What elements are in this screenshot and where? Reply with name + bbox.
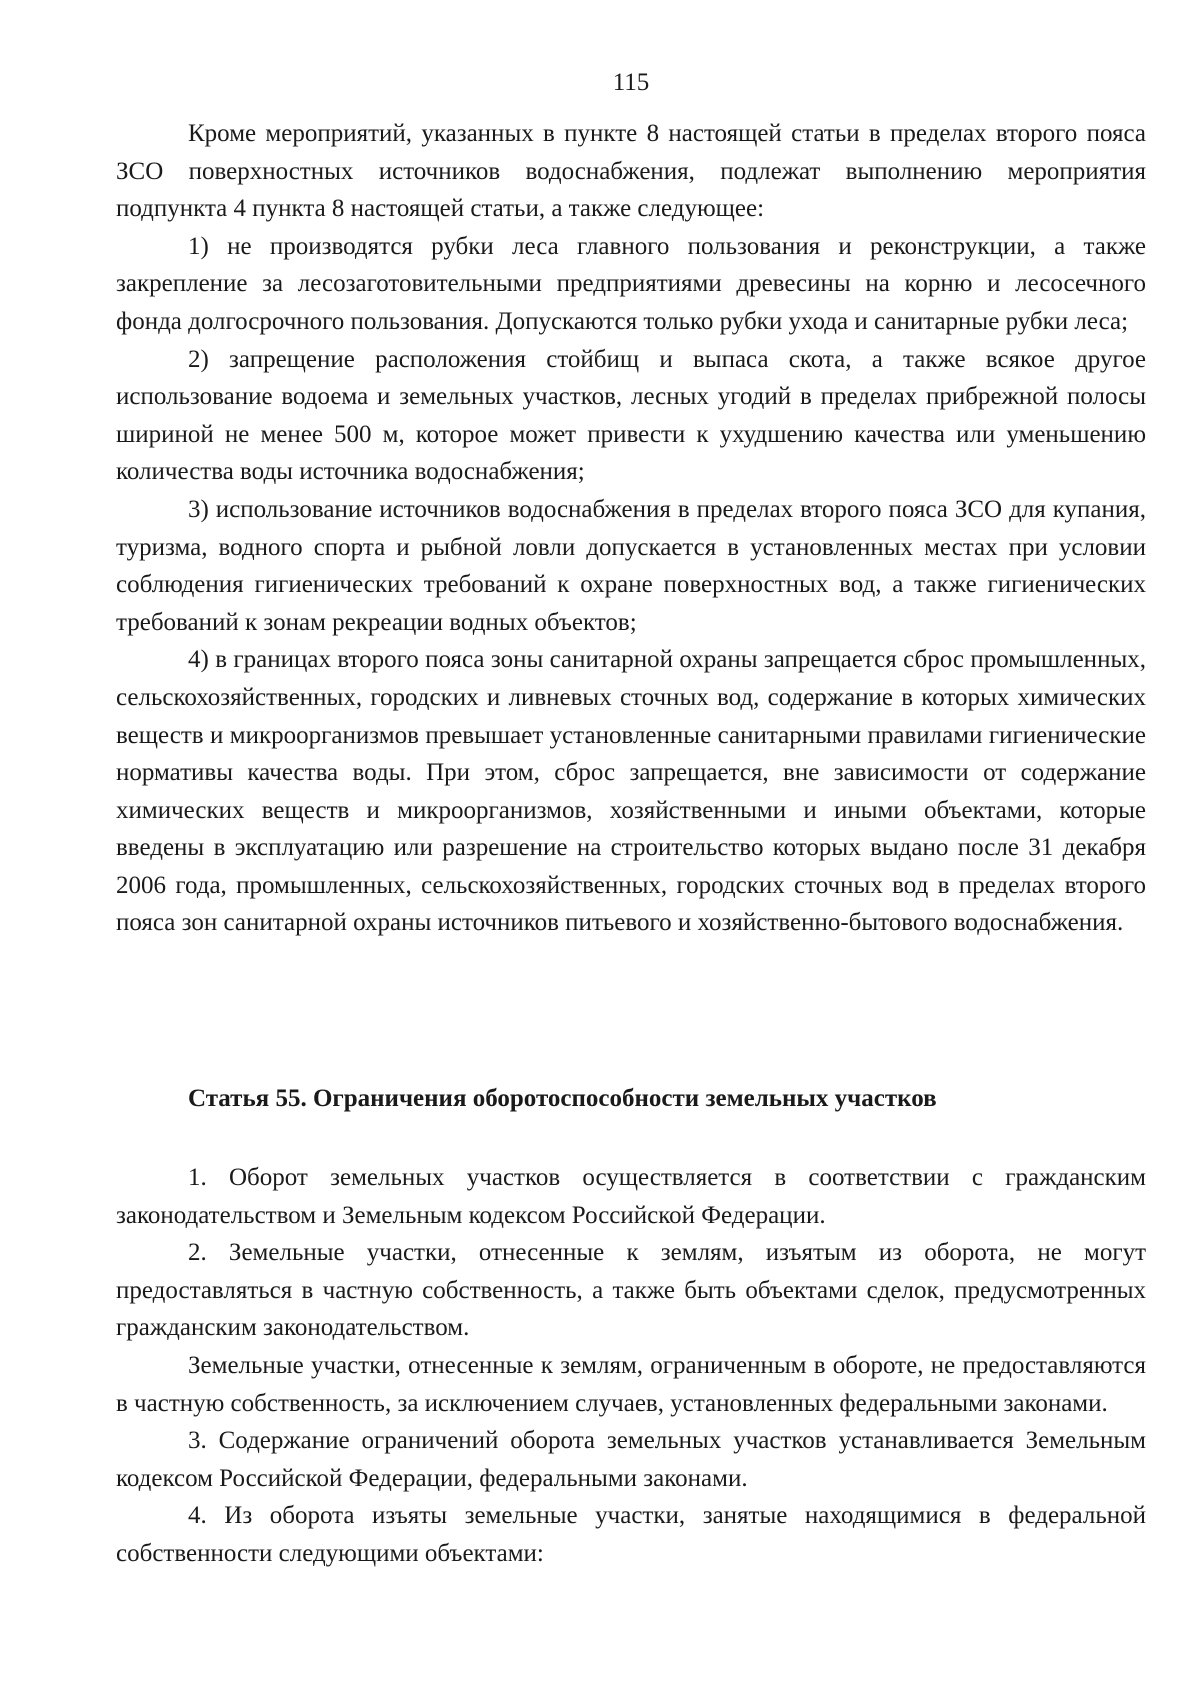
item-2-paragraph: 2) запрещение расположения стойбищ и выпаса скота, а также всякое другое использование водоема и земельных участков, лесных угодий в пределах прибрежной полосы шириной не менее 500 м, которое может привести к ухудшению качества или уменьшению количества воды источника водоснабжения; xyxy=(116,345,1146,486)
article-55-body xyxy=(116,1159,1146,1573)
intro-section xyxy=(116,115,1146,942)
item-3-paragraph: 3) использование источников водоснабжения в пределах второго пояса ЗСО для купания, туризма, водного спорта и рыбной ловли допускается в установленных местах при условии соблюдения гигиенических требований к охране поверхностных вод, а также гигиенических требований к зонам рекреации водных объектов; xyxy=(116,495,1146,636)
page-number: 115 xyxy=(612,69,650,96)
item-1-paragraph: 1) не производятся рубки леса главного пользования и реконструкции, а также закрепление за лесозаготовительными предприятиями древесины на корню и лесосечного фонда долгосрочного пользования. Допускаются только рубки ухода и санитарные рубки леса; xyxy=(116,232,1146,335)
intro-paragraph: Кроме мероприятий, указанных в пункте 8 настоящей статьи в пределах второго пояса ЗСО поверхностных источников водоснабжения, подлежат выполнению мероприятия подпункта 4 пункта 8 настоящей статьи, а также следующее: xyxy=(116,120,1146,223)
article-paragraph-3: 3. Содержание ограничений оборота земельных участков устанавливается Земельным кодексом Российской Федерации, федеральными законами. xyxy=(116,1427,1146,1492)
item-4-paragraph: 4) в границах второго пояса зоны санитарной охраны запрещается сброс промышленных, сельскохозяйственных, городских и ливневых сточных вод, содержание в которых химических веществ и микроорганизмов превышает установленные санитарными правилами гигиенические нормативы качества воды. При этом, сброс запрещается, вне зависимости от содержание химических веществ и микроорганизмов, хозяйственными и иными объектами, которые введены в эксплуатацию или разрешение на строительство которых выдано после 31 декабря 2006 года, промышленных, сельскохозяйственных, городских сточных вод в пределах второго пояса зон санитарной охраны источников питьевого и хозяйственно-бытового водоснабжения. xyxy=(116,646,1146,937)
article-paragraph-2: 2. Земельные участки, отнесенные к землям, изъятым из оборота, не могут предоставляться в частную собственность, а также быть объектами сделок, предусмотренных гражданским законодательством. xyxy=(116,1239,1146,1342)
article-paragraph-1: 1. Оборот земельных участков осуществляется в соответствии с гражданским законодательством и Земельным кодексом Российской Федерации. xyxy=(116,1164,1146,1229)
article-55-heading: Статья 55. Ограничения оборотоспособности земельных участков xyxy=(188,1085,937,1112)
article-paragraph-2-continued: Земельные участки, отнесенные к землям, ограниченным в обороте, не предоставляются в частную собственность, за исключением случаев, установленных федеральными законами. xyxy=(116,1351,1146,1417)
article-paragraph-4: 4. Из оборота изъяты земельные участки, занятые находящимися в федеральной собственности следующими объектами: xyxy=(116,1502,1146,1567)
